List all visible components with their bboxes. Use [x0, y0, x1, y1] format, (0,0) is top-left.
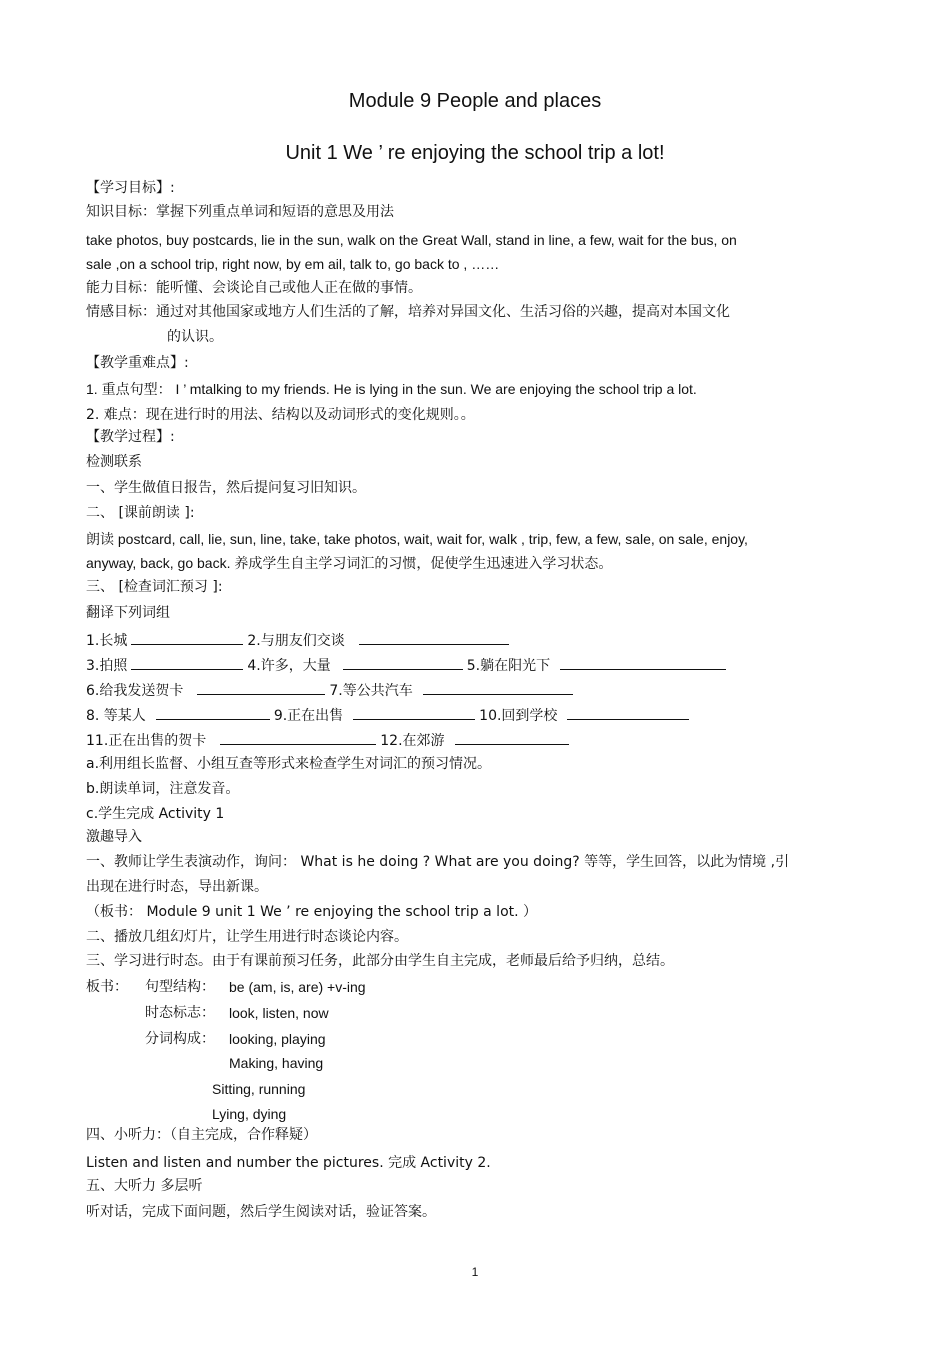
keypoints-heading: 【教学重难点】:: [86, 355, 189, 371]
vocab-list: [86, 228, 862, 276]
answer-blank[interactable]: [359, 630, 509, 645]
answer-blank[interactable]: [343, 655, 463, 670]
phrase-row-3: [86, 680, 577, 700]
phrase-5: 5.躺在阳光下: [466, 658, 551, 674]
phrase-6: 6.给我发送贺卡: [86, 683, 184, 699]
step-3: 三、 [检查词汇预习 ]:: [86, 579, 223, 595]
signal-value: look, listen, now: [229, 1005, 329, 1021]
answer-blank[interactable]: [197, 680, 325, 695]
interest-heading: 激趣导入: [86, 829, 142, 845]
phrase-10: 10.回到学校: [479, 708, 558, 724]
answer-blank[interactable]: [423, 680, 573, 695]
reading-line-2: anyway, back, go back. 养成学生自主学习词汇的习惯，促使学生迅速进入学习状态。: [86, 555, 613, 571]
note-c: c.学生完成 Activity 1: [86, 806, 225, 822]
participle-label: 分词构成：: [145, 1031, 215, 1047]
intro-line-2: 出现在进行时态，导出新课。: [86, 879, 268, 895]
answer-blank[interactable]: [156, 705, 270, 720]
board-label: 板书：: [86, 979, 128, 995]
phrase-row-5: [86, 730, 573, 750]
signal-label: 时态标志：: [145, 1005, 215, 1021]
reading-line-1: 朗读 postcard, call, lie, sun, line, take, take photos, wait, wait for, walk , trip, few, a few, sale, on sale, enjoy,: [86, 531, 748, 547]
objectives-heading: 【学习目标】:: [86, 180, 175, 196]
answer-blank[interactable]: [455, 730, 569, 745]
ability-goal: 能力目标：能听懂、会谈论自己或他人正在做的事情。: [86, 280, 422, 296]
page-number: 1: [471, 1265, 479, 1279]
answer-blank[interactable]: [131, 630, 243, 645]
learn-tense-step: 三、学习进行时态。由于有课前预习任务，此部分由学生自主完成，老师最后给予归纳，总结。: [86, 953, 674, 969]
phrase-11: 11.正在出售的贺卡: [86, 733, 207, 749]
small-listening: 四、小听力：（自主完成，合作释疑）: [86, 1127, 317, 1143]
answer-blank[interactable]: [353, 705, 475, 720]
knowledge-goal: 知识目标：掌握下列重点单词和短语的意思及用法: [86, 204, 394, 220]
intro-line-1: 一、教师让学生表演动作，询问： What is he doing ? What are you doing? 等等，学生回答，以此为情境 ,引: [86, 854, 790, 870]
phrase-4: 4.许多，大量: [247, 658, 331, 674]
phrase-7: 7.等公共汽车: [329, 683, 413, 699]
emotion-goal-line-2: 的认识。: [167, 329, 223, 345]
vocab-line-2: sale ,on a school trip, right now, by em ail, talk to, go back to , ……: [86, 256, 500, 272]
participle-value-1: looking, playing: [229, 1031, 326, 1047]
structure-label: 句型结构：: [145, 979, 215, 995]
phrase-3: 3.拍照: [86, 658, 128, 674]
phrase-row-4: [86, 705, 693, 725]
step-1: 一、学生做值日报告，然后提问复习旧知识。: [86, 480, 366, 496]
phrase-2: 2.与朋友们交谈: [247, 633, 345, 649]
answer-blank[interactable]: [220, 730, 376, 745]
phrase-12: 12.在郊游: [380, 733, 445, 749]
answer-blank[interactable]: [131, 655, 243, 670]
step-2: 二、 [课前朗读 ]:: [86, 505, 195, 521]
slides-step: 二、播放几组幻灯片，让学生用进行时态谈论内容。: [86, 929, 408, 945]
board-note: （板书： Module 9 unit 1 We ’ re enjoying the school trip a lot. ）: [86, 904, 538, 920]
participle-value-4: Lying, dying: [212, 1106, 287, 1122]
big-listening: 五、大听力 多层听: [86, 1178, 203, 1194]
keypoint-2: 2. 难点：现在进行时的用法、结构以及动词形式的变化规则。。: [86, 407, 475, 423]
unit-title: Unit 1 We ’ re enjoying the school trip a lot!: [285, 142, 665, 164]
structure-value: be (am, is, are) +v-ing: [229, 979, 366, 995]
check-link: 检测联系: [86, 454, 142, 470]
note-b: b.朗读单词，注意发音。: [86, 781, 240, 797]
keypoint-1: 1. 重点句型： I ’ mtalking to my friends. He is lying in the sun. We are enjoying the school trip a lot.: [86, 381, 697, 397]
phrase-row-1: [86, 630, 513, 650]
module-title: Module 9 People and places: [348, 90, 602, 112]
phrase-9: 9.正在出售: [273, 708, 344, 724]
phrase-1: 1.长城: [86, 633, 128, 649]
phrase-8: 8. 等某人: [86, 708, 146, 724]
small-listening-task: Listen and listen and number the pictures. 完成 Activity 2.: [86, 1155, 491, 1171]
big-listening-task: 听对话，完成下面问题，然后学生阅读对话，验证答案。: [86, 1204, 436, 1220]
translate-heading: 翻译下列词组: [86, 605, 170, 621]
note-a: a.利用组长监督、小组互查等形式来检查学生对词汇的预习情况。: [86, 756, 492, 772]
participle-value-3: Sitting, running: [212, 1081, 306, 1097]
answer-blank[interactable]: [560, 655, 726, 670]
emotion-goal-line-1: 情感目标：通过对其他国家或地方人们生活的了解，培养对异国文化、生活习俗的兴趣，提高对本国文化: [86, 304, 730, 320]
answer-blank[interactable]: [567, 705, 689, 720]
process-heading: 【教学过程】:: [86, 429, 175, 445]
reading-list: [86, 527, 862, 575]
vocab-line-1: take photos, buy postcards, lie in the sun, walk on the Great Wall, stand in line, a few, wait for the bus, on: [86, 232, 737, 248]
phrase-row-2: [86, 655, 730, 675]
participle-value-2: Making, having: [229, 1055, 324, 1071]
